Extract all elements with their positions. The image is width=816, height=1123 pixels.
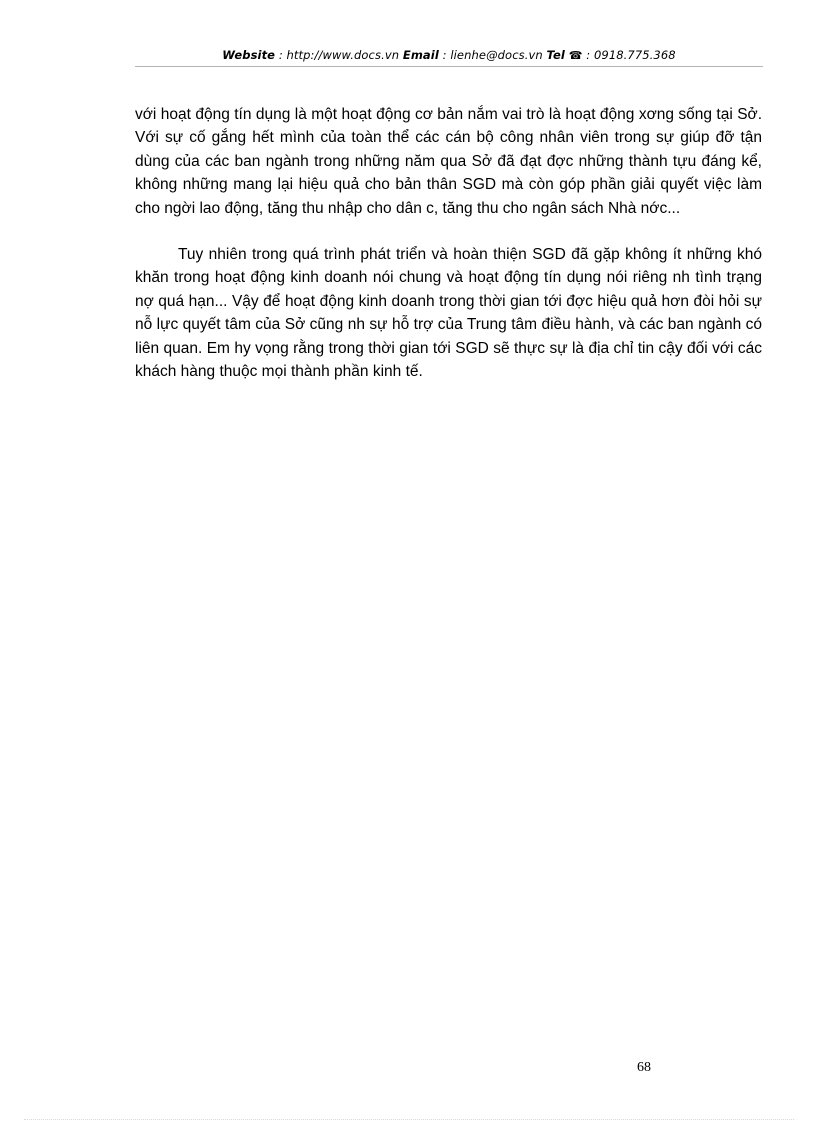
tel-value: : 0918.775.368 [582,48,676,62]
email-value: : lienhe@docs.vn [438,48,547,62]
paragraph-2: Tuy nhiên trong quá trình phát triển và hoàn thiện SGD đã gặp không ít những khó khăn trong hoạt động kinh doanh nói chung và hoạt động tín dụng nói riêng nh tình trạng nợ quá hạn... Vậy để hoạt động kinh doanh trong thời gian tới đợc hiệu quả hơn đòi hỏi sự nỗ lực quyết tâm của Sở cũng nh sự hỗ trợ của Trung tâm điều hành, và các ban ngành có liên quan. Em hy vọng rằng trong thời gian tới SGD sẽ thực sự là địa chỉ tin cậy đối với các khách hàng thuộc mọi thành phần kinh tế. [135,246,762,381]
tel-label: Tel [546,48,565,62]
website-value: : http://www.docs.vn [275,48,403,62]
phone-icon: ☎ [568,49,583,62]
document-body [135,103,762,383]
page-number: 68 [637,1060,651,1075]
website-label: Website [222,48,276,62]
page-header [135,48,763,62]
paragraph-1: với hoạt động tín dụng là một hoạt động cơ bản nắm vai trò là hoạt động xơng sống tại Sở. Với sự cố gắng hết mình của toàn thể các cán bộ công nhân viên trong sự giúp đỡ tận dùng của các ban ngành trong những năm qua Sở đã đạt đợc những thành tựu đáng kể, không những mang lại hiệu quả cho bản thân SGD mà còn góp phần giải quyết việc làm cho ngời lao động, tăng thu nhập cho dân c, tăng thu cho ngân sách Nhà nớc... [135,106,762,217]
footer-divider [24,1119,794,1120]
header-divider [135,66,763,67]
email-label: Email [402,48,439,62]
